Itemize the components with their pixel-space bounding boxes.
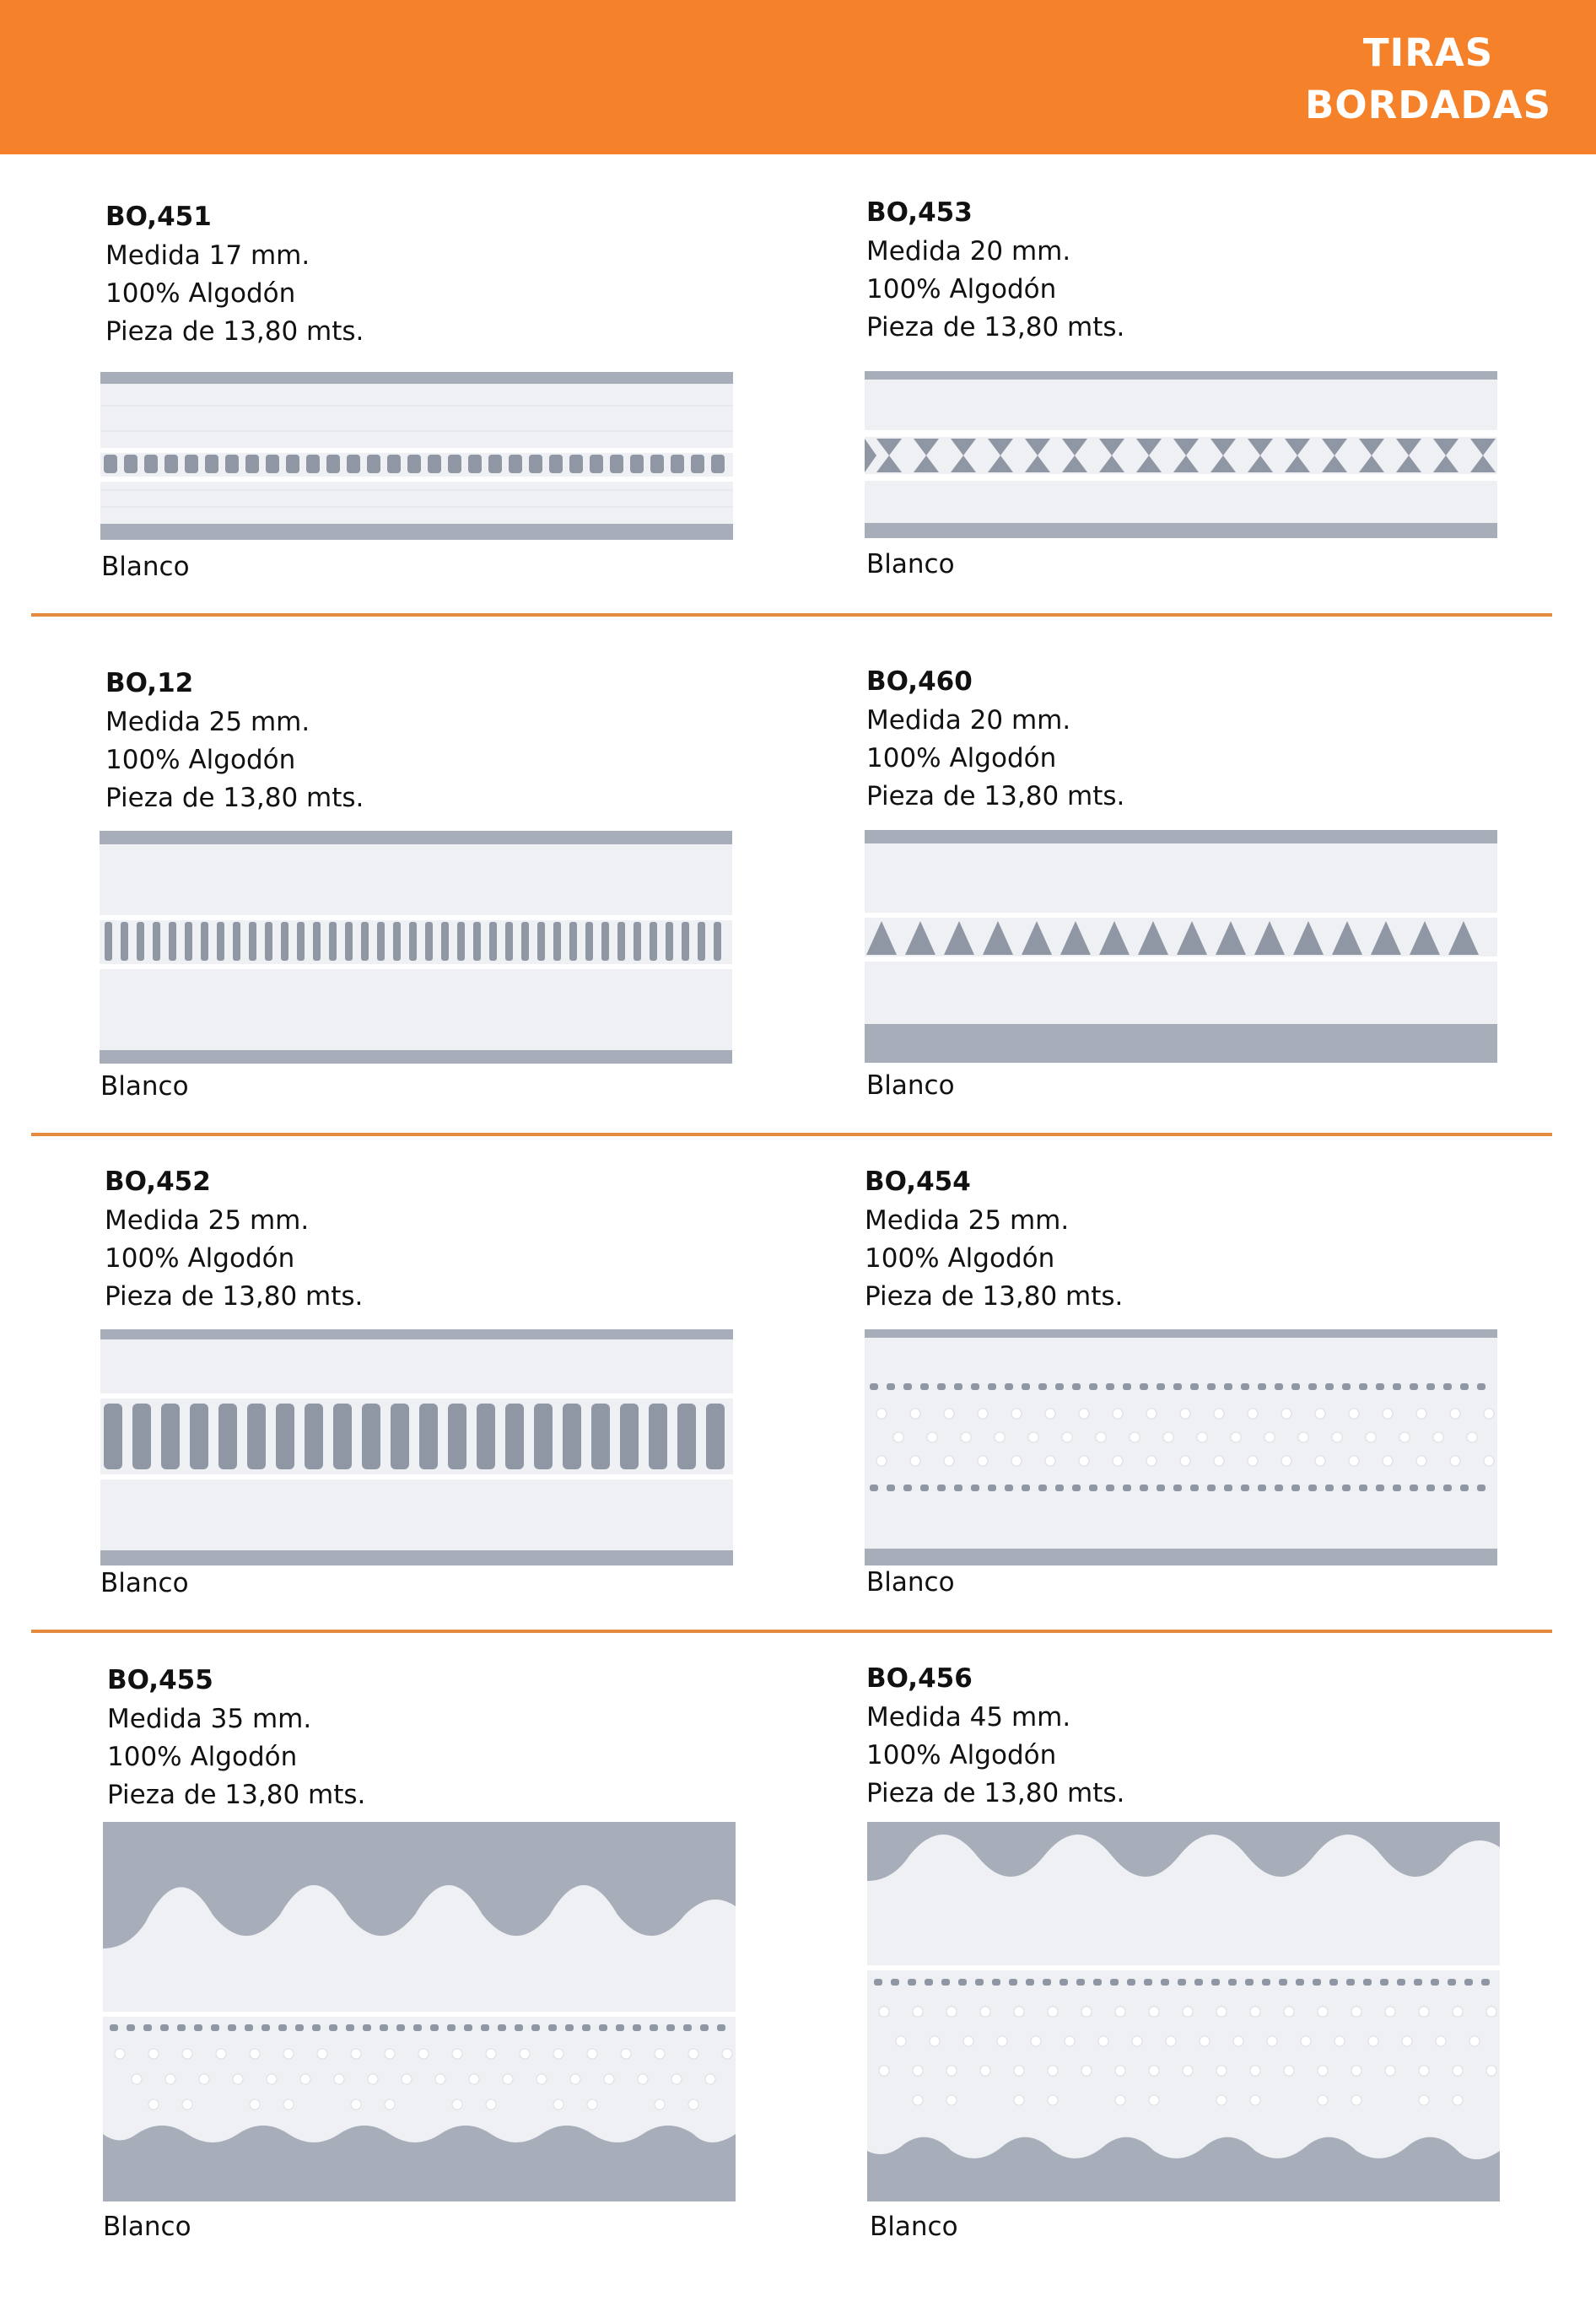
row-separator — [31, 1133, 1552, 1136]
product-composicion: 100% Algodón — [866, 1740, 1057, 1770]
product-image-bo12 — [100, 831, 732, 1064]
product-composicion: 100% Algodón — [107, 1742, 298, 1772]
product-color: Blanco — [866, 1070, 955, 1101]
product-code: BO,452 — [105, 1167, 211, 1197]
product-image-bo454 — [865, 1329, 1497, 1565]
product-composicion: 100% Algodón — [866, 743, 1057, 773]
product-pieza: Pieza de 13,80 mts. — [105, 1281, 364, 1312]
product-card-bo455 — [107, 1663, 740, 1814]
product-pieza: Pieza de 13,80 mts. — [105, 783, 364, 813]
product-color: Blanco — [101, 552, 190, 582]
header-title-line2: BORDADAS — [1305, 83, 1551, 127]
product-code: BO,453 — [866, 197, 973, 228]
product-image-bo453 — [865, 371, 1497, 538]
product-composicion: 100% Algodón — [866, 274, 1057, 304]
product-image-bo455 — [103, 1822, 736, 2201]
product-composicion: 100% Algodón — [865, 1243, 1055, 1274]
row-separator — [31, 1630, 1552, 1633]
product-medida: Medida 25 mm. — [105, 1205, 310, 1236]
product-card-bo460 — [866, 665, 1499, 816]
product-code: BO,12 — [105, 668, 194, 698]
product-pieza: Pieza de 13,80 mts. — [105, 316, 364, 347]
product-pieza: Pieza de 13,80 mts. — [866, 781, 1125, 811]
product-code: BO,456 — [866, 1663, 973, 1694]
product-card-bo453 — [866, 196, 1499, 347]
product-pieza: Pieza de 13,80 mts. — [866, 312, 1125, 342]
product-code: BO,454 — [865, 1167, 971, 1197]
header-title-line1: TIRAS — [1362, 30, 1494, 75]
product-code: BO,455 — [107, 1665, 213, 1695]
product-card-bo451 — [105, 200, 738, 351]
product-card-bo12 — [105, 666, 738, 817]
product-color: Blanco — [866, 549, 955, 579]
product-color: Blanco — [103, 2212, 191, 2242]
product-image-bo460 — [865, 830, 1497, 1063]
product-composicion: 100% Algodón — [105, 278, 296, 309]
product-composicion: 100% Algodón — [105, 745, 296, 775]
product-code: BO,451 — [105, 202, 212, 232]
product-code: BO,460 — [866, 666, 973, 697]
product-image-bo456 — [867, 1822, 1500, 2201]
product-medida: Medida 25 mm. — [105, 707, 310, 737]
row-separator — [31, 613, 1552, 617]
product-pieza: Pieza de 13,80 mts. — [107, 1780, 366, 1810]
product-card-bo454 — [865, 1165, 1497, 1316]
product-color: Blanco — [866, 1567, 955, 1598]
product-pieza: Pieza de 13,80 mts. — [866, 1778, 1125, 1808]
product-card-bo452 — [105, 1165, 737, 1316]
product-medida: Medida 17 mm. — [105, 240, 310, 271]
product-composicion: 100% Algodón — [105, 1243, 295, 1274]
page-header — [0, 0, 1596, 154]
product-medida: Medida 20 mm. — [866, 705, 1071, 736]
header-title — [1305, 27, 1551, 132]
product-medida: Medida 35 mm. — [107, 1704, 312, 1734]
product-image-bo451 — [100, 372, 733, 540]
product-image-bo452 — [100, 1329, 733, 1565]
product-pieza: Pieza de 13,80 mts. — [865, 1281, 1124, 1312]
product-medida: Medida 45 mm. — [866, 1702, 1071, 1732]
product-color: Blanco — [100, 1071, 189, 1102]
product-color: Blanco — [870, 2212, 958, 2242]
product-color: Blanco — [100, 1568, 189, 1598]
product-medida: Medida 20 mm. — [866, 236, 1071, 267]
product-medida: Medida 25 mm. — [865, 1205, 1070, 1236]
product-card-bo456 — [866, 1662, 1499, 1813]
